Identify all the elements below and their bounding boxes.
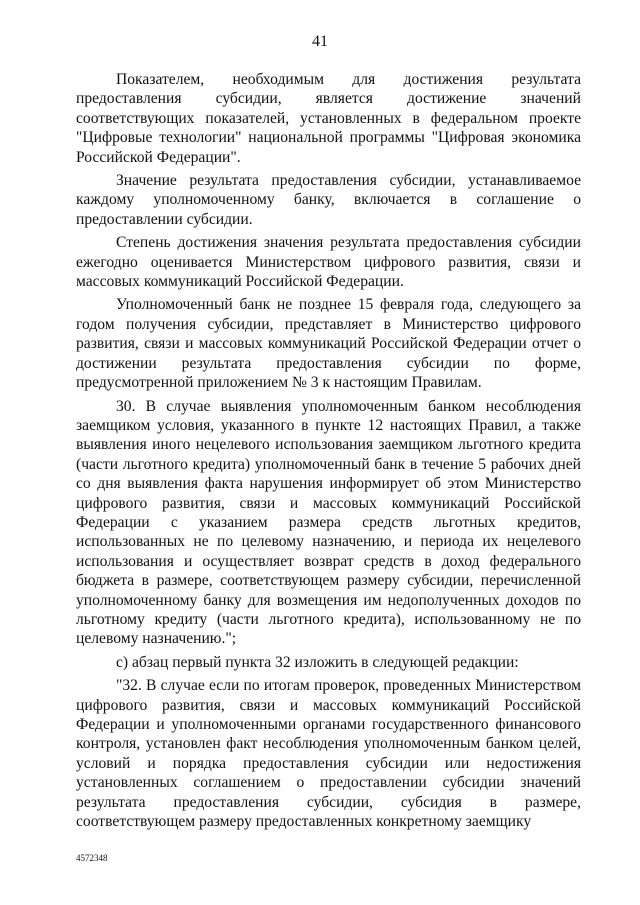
paragraph-result-value: Значение результата предоставления субсидии, устанавливаемое каждому уполномоченному банку, включается в соглашение о предоставлении субсидии. xyxy=(76,172,581,228)
paragraph-item-30: 30. В случае выявления уполномоченным банком несоблюдения заемщиком условия, указанного в пункте 12 настоящих Правил, а также выявления иного нецелевого использования заемщиком льготного кредита (части льготного кредита) уполномоченный банк в течение 5 рабочих дней со дня выявления факта нарушения информирует об этом Министерство цифрового развития, связи и массовых коммуникаций Российской Федерации с указанием размера средств льготных кредитов, использованных не по целевому назначению, и периода их нецелевого использования и осуществляет возврат средств в доход федерального бюджета в размере, соответствующем размеру субсидии, перечисленной уполномоченному банку для возмещения им недополученных доходов по льготному кредиту (части льготного кредита), использованному не по целевому назначению."; xyxy=(76,397,581,648)
paragraph-item-32: "32. В случае если по итогам проверок, проведенных Министерством цифрового развития, связи и массовых коммуникаций Российской Федерации и уполномоченными органами государственного финансового контроля, установлен факт несоблюдения уполномоченным банком целей, условий и порядка предоставления субсидии или недостижения установленных соглашением о предоставлении субсидии значений результата предоставления субсидии, субсидия в размере, соответствующем размеру предоставленных конкретному заемщику xyxy=(76,677,581,831)
paragraph-bank-report: Уполномоченный банк не позднее 15 февраля года, следующего за годом получения субсидии, представляет в Министерство цифрового развития, связи и массовых коммуникаций Российской Федерации отчет о достижении результата предоставления субсидии по форме, предусмотренной приложением № 3 к настоящим Правилам. xyxy=(76,296,581,392)
paragraph-achievement-assessment: Степень достижения значения результата предоставления субсидии ежегодно оценивается Министерством цифрового развития, связи и массовых коммуникаций Российской Федерации. xyxy=(76,234,581,291)
paragraph-amendment-c: с) абзац первый пункта 32 изложить в следующей редакции: xyxy=(116,653,519,671)
document-body xyxy=(76,70,581,835)
document-code: 4572348 xyxy=(76,853,108,863)
paragraph-result-indicator: Показателем, необходимым для достижения результата предоставления субсидии, является достижение значений соответствующих показателей, установленных в федеральном проекте "Цифровые технологии" национальной программы "Цифровая экономика Российской Федерации". xyxy=(76,71,581,166)
page-number: 41 xyxy=(312,33,328,50)
